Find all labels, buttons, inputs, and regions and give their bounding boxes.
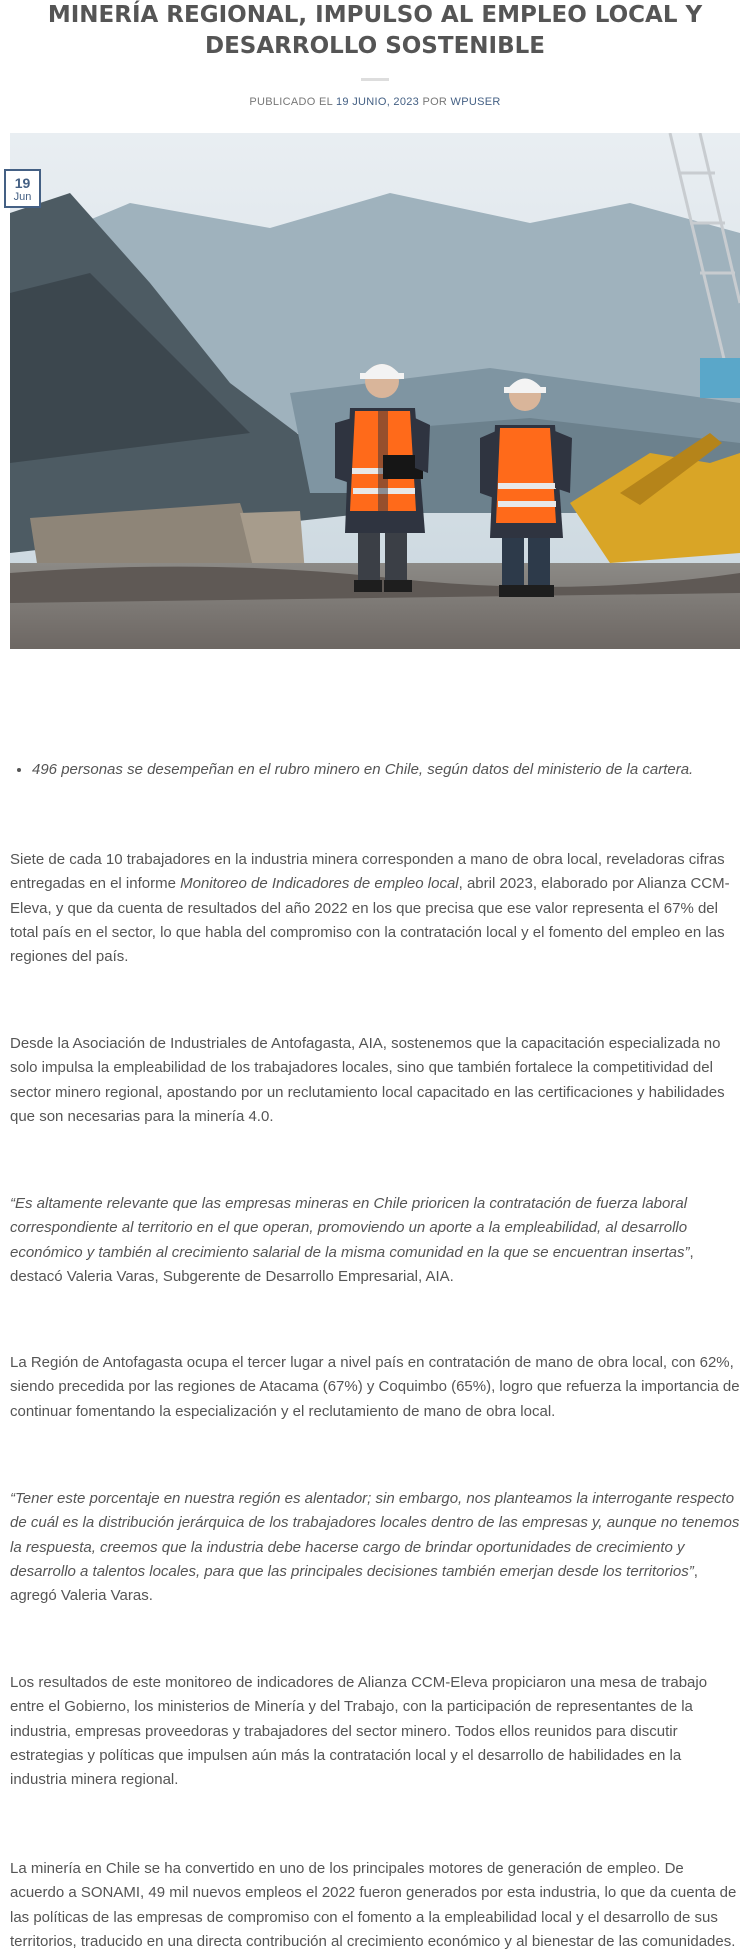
title-divider — [361, 78, 389, 81]
paragraph-1-text-b: , abril 2023, elaborado por Alianza CCM-Eleva, y que da cuenta de resultados del año 2022 en los que precisa que ese valor representa el 67% del total país en el sector, lo que habla del compromiso con la contratación local y el fomento del empleo en las regiones del país. — [10, 875, 730, 966]
date-badge-month: Jun — [13, 191, 32, 203]
paragraph-4: La Región de Antofagasta ocupa el tercer lugar a nivel país en contratación de mano de obra local, con 62%, siendo precedida por las regiones de Atacama (67%) y Coquimbo (65%), logro que refuerza la importancia de continuar fomentando la especialización y el reclutamiento de mano de obra local. — [10, 1354, 740, 1420]
post-date-link[interactable]: 19 JUNIO, 2023 — [336, 96, 420, 108]
paragraph-2: Desde la Asociación de Industriales de Antofagasta, AIA, sostenemos que la capacitación especializada no solo impulsa la empleabilidad de los trabajadores locales, sino que también fortalece la competitividad del sector minero regional, apostando por un reclutamiento local capacitado en las certificaciones y habilidades que son necesarias para la minería 4.0. — [10, 1035, 725, 1125]
paragraph-6: Los resultados de este monitoreo de indicadores de Alianza CCM-Eleva propiciaron una mesa de trabajo entre el Gobierno, los ministerios de Minería y del Trabajo, con la participación de representantes de la industria, empresas proveedoras y trabajadores del sector minero. Todos ellos reunidos para discutir estrategias y políticas que impulsen aún más la contratación local y el desarrollo de habilidades en la industria minera regional. — [10, 1674, 708, 1789]
date-badge — [4, 169, 41, 208]
author-link[interactable]: WPUSER — [450, 96, 501, 108]
date-badge-day: 19 — [14, 175, 31, 191]
quote-2-attribution: , agregó Valeria Varas. — [10, 1562, 698, 1605]
featured-image — [10, 133, 740, 649]
published-prefix: PUBLICADO EL — [249, 96, 333, 108]
paragraph-1-text-a: Siete de cada 10 trabajadores en la industria minera corresponden a mano de obra local, reveladoras cifras entregadas en el informe — [10, 851, 725, 893]
post-meta — [0, 96, 750, 108]
article-title: MINERÍA REGIONAL, IMPULSO AL EMPLEO LOCAL Y DESARROLLO SOSTENIBLE — [47, 2, 703, 59]
paragraph-7: La minería en Chile se ha convertido en uno de los principales motores de generación de empleo. De acuerdo a SONAMI, 49 mil nuevos empleos el 2022 fueron generados por esta industria, lo que da cuenta de las políticas de las empresas de compromiso con el fomento a la empleabilidad local y el desarrollo de sus territorios, traducido en una directa contribución al crecimiento económico y al bienestar de las comunidades. — [10, 1860, 737, 1950]
summary-list — [10, 760, 750, 780]
summary-item: • 496 personas se desempeñan en el rubro minero en Chile, según datos del ministerio de la cartera. — [32, 760, 750, 780]
paragraph-5 — [10, 1487, 740, 1608]
quote-1: “Es altamente relevante que las empresas mineras en Chile prioricen la contratación de fuerza laboral correspondiente al territorio en el que operan, promoviendo un aporte a la empleabilidad, al desarrollo económico y también al crecimiento salarial de la misma comunidad en la que se encuentran insertas” — [10, 1195, 690, 1261]
quote-2: “Tener este porcentaje en nuestra región es alentador; sin embargo, nos planteamos la interrogante respecto de cuál es la distribución jerárquica de los trabajadores locales dentro de las empresas y, aunque no tenemos la respuesta, creemos que la industria debe hacerse cargo de brindar oportunidades de crecimiento y desarrollo a talentos locales, para que las principales decisiones también emerjan desde los territorios” — [10, 1490, 740, 1580]
paragraph-3 — [10, 1192, 740, 1289]
paragraph-1 — [10, 848, 740, 969]
quote-1-attribution: , destacó Valeria Varas, Subgerente de Desarrollo Empresarial, AIA. — [10, 1243, 694, 1285]
by-label: POR — [422, 96, 448, 108]
report-title: Monitoreo de Indicadores de empleo local — [180, 875, 459, 893]
